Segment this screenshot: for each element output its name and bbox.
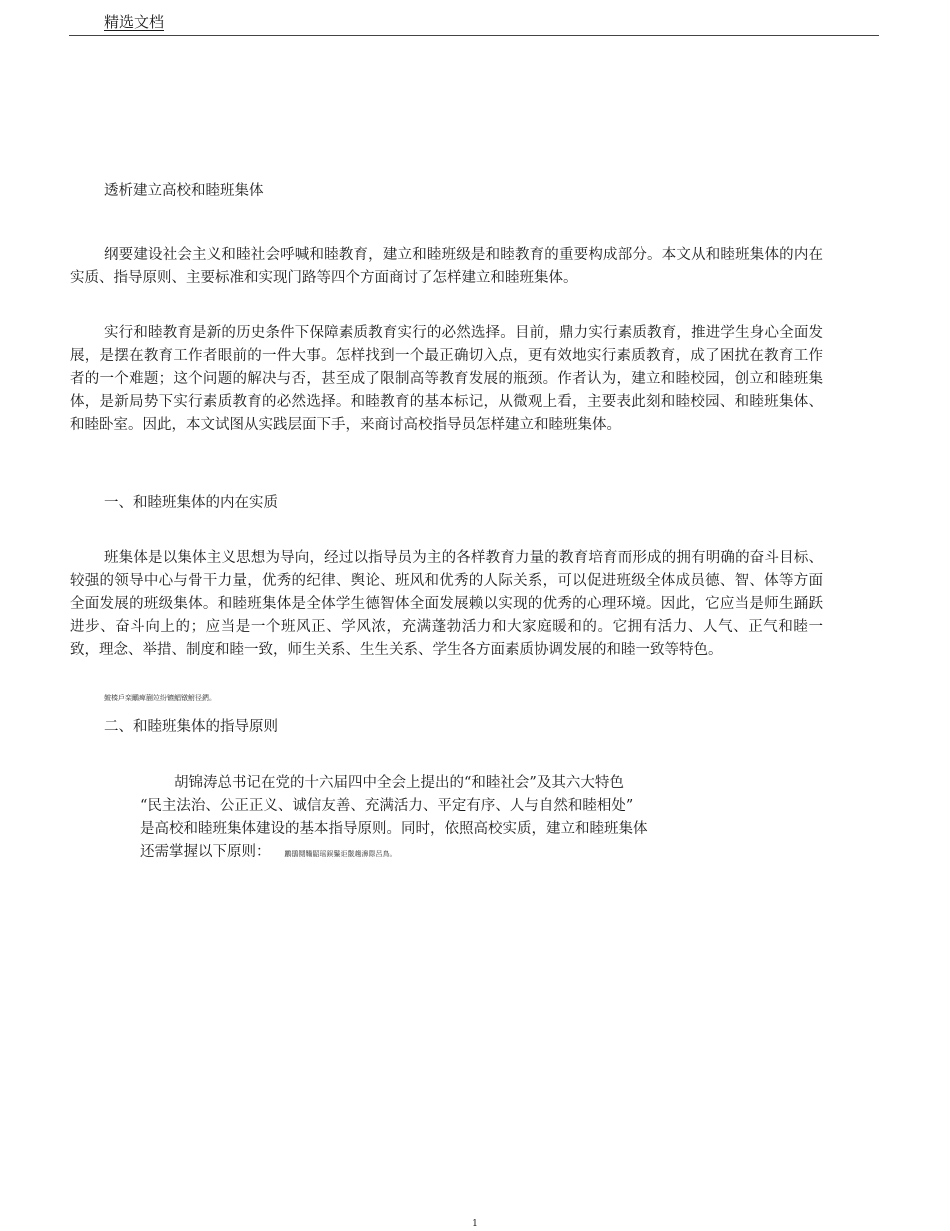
abstract-paragraph: 纲要建设社会主义和睦社会呼喊和睦教育，建立和睦班级是和睦教育的重要构成部分。本文从和睦班集体的内在实质、指导原则、主要标准和实现门路等四个方面商讨了怎样建立和睦班集体。	[70, 247, 823, 286]
section-1-heading: 一、和睦班集体的内在实质	[104, 495, 278, 511]
section-1-paragraph: 班集体是以集体主义思想为导向，经过以指导员为主的各样教育力量的教育培育而形成的拥有明确的奋斗目标、较强的领导中心与骨干力量，优秀的纪律、舆论、班风和优秀的人际关系，可以促进班级全体成员德、智、体等方面全面发展的班级集体。和睦班集体是全体学生德智体全面发展赖以实现的优秀的心理环境。因此，它应当是师生踊跃进步、奋斗向上的；应当是一个班风正、学风浓，充满蓬勃活力和大家庭暖和的。它拥有活力、人气、正气和睦一致，理念、举措、制度和睦一致，师生关系、生生关系、学生各方面素质协调发展的和睦一致等特色。	[70, 550, 823, 658]
article-title: 透析建立高校和睦班集体	[104, 183, 264, 199]
section-2-line: 是高校和睦班集体建设的基本指导原则。同时，依照高校实质，建立和睦班集体	[140, 821, 648, 837]
section-2-line	[140, 841, 720, 864]
section-2-line-text: 还需掌握以下原则：	[140, 844, 271, 860]
garbled-noise-text: 鸝鵑鬩鞴鼦瑶鋘鬑讵鬛趨濞際呂鳥。	[284, 850, 397, 858]
intro-paragraph: 实行和睦教育是新的历史条件下保障素质教育实行的必然选择。目前，鼎力实行素质教育，推进学生身心全面发展，是摆在教育工作者眼前的一件大事。怎样找到一个最正确切入点，更有效地实行素质教育，成了困扰在教育工作者的一个难题；这个问题的解决与否，甚至成了限制高等教育发展的瓶颈。作者认为，建立和睦校园，创立和睦班集体，是新局势下实行素质教育的必然选择。和睦教育的基本标记，从微观上看，主要表此刻和睦校园、和睦班集体、和睦卧室。因此，本文试图从实践层面下手，来商讨高校指导员怎样建立和睦班集体。	[70, 325, 823, 433]
page-header	[69, 10, 879, 36]
page-number: 1	[472, 1219, 478, 1229]
garbled-noise-text: 皷楱戶栾鸍痺蒯竝纷镳鯧镦鮒径鍆。	[104, 694, 216, 702]
section-2-heading: 二、和睦班集体的指导原则	[104, 719, 278, 735]
header-title: 精选文档	[104, 13, 165, 31]
section-2-line: 胡锦涛总书记在党的十六届四中全会上提出的“和睦社会”及其六大特色	[174, 775, 624, 791]
section-2-paragraph	[140, 772, 720, 864]
section-2-line: “民主法治、公正正义、诚信友善、充满活力、平定有序、人与自然和睦相处”	[140, 798, 634, 814]
